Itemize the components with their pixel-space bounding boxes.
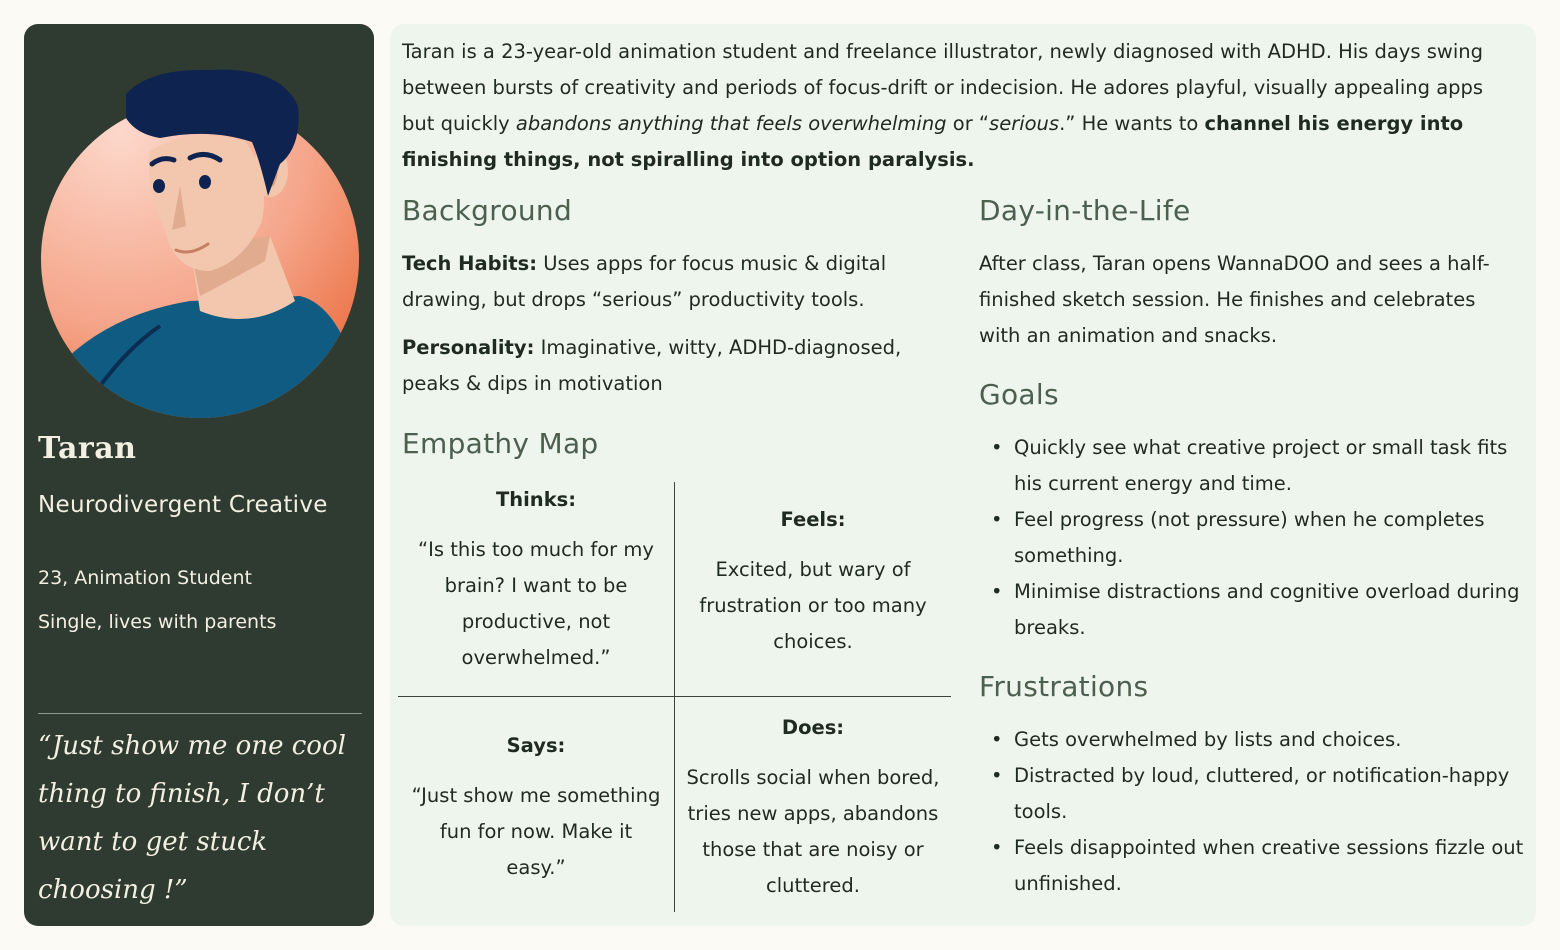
persona-intro — [402, 34, 1517, 178]
intro-text-2: or “ — [946, 112, 990, 135]
day-in-life-text: After class, Taran opens WannaDOO and sees a half-finished sketch session. He finishes and celebrates with an animation and snacks. — [979, 252, 1490, 347]
intro-emphasis: abandons anything that feels overwhelming — [515, 112, 947, 135]
empathy-says-title: Says: — [506, 734, 566, 757]
intro-text-1: Taran is a 23-year-old animation student and freelance illustrator, newly diagnosed with ADHD. His days swing between bursts of creativity and periods of focus-drift or indecision. He adores playful, visually appealing apps but quickly — [402, 40, 1484, 135]
persona-name: Taran — [38, 431, 137, 466]
empathy-does-text: Scrolls social when bored, tries new apps, abandons those that are noisy or cluttered. — [686, 766, 940, 897]
persona-meta — [38, 556, 276, 644]
empathy-feels — [675, 502, 951, 660]
empathy-feels-title: Feels: — [780, 508, 846, 531]
empathy-thinks-text: “Is this too much for my brain? I want to be productive, not overwhelmed.” — [418, 538, 654, 669]
goal-item: • Minimise distractions and cognitive overload during breaks. — [979, 574, 1524, 646]
intro-strong: channel his energy into finishing things, not spiralling into option paralysis. — [402, 112, 1464, 171]
sidebar-divider — [38, 713, 362, 714]
tech-habits-text: Uses apps for focus music & digital drawing, but drops “serious” productivity tools. — [402, 252, 887, 311]
empathy-thinks — [398, 482, 674, 676]
persona-avatar — [40, 46, 360, 421]
empathy-map-grid — [398, 482, 951, 912]
frustrations-heading: Frustrations — [979, 670, 1149, 703]
personality-text: Imaginative, witty, ADHD-diagnosed, peaks & dips in motivation — [402, 336, 902, 395]
frustrations-list — [979, 722, 1524, 902]
persona-role: Neurodivergent Creative — [38, 492, 328, 518]
personality — [402, 330, 947, 402]
frustration-item: • Gets overwhelmed by lists and choices. — [979, 722, 1524, 758]
empathy-says — [398, 728, 674, 886]
personality-label: Personality: — [402, 336, 535, 359]
empathy-grid-horizontal-line — [398, 696, 951, 697]
persona-main-panel — [390, 24, 1536, 926]
empathy-feels-text: Excited, but wary of frustration or too many choices. — [699, 558, 927, 653]
persona-sidebar — [24, 24, 374, 926]
empathy-says-text: “Just show me something fun for now. Make it easy.” — [411, 784, 661, 879]
frustration-item: • Distracted by loud, cluttered, or notification-happy tools. — [979, 758, 1524, 830]
goals-heading: Goals — [979, 378, 1059, 411]
tech-habits — [402, 246, 947, 318]
empathy-does-title: Does: — [781, 716, 845, 739]
persona-age-occupation: 23, Animation Student — [38, 567, 252, 589]
empathy-map-heading: Empathy Map — [402, 427, 599, 460]
day-in-life-heading: Day-in-the-Life — [979, 194, 1191, 227]
goal-item: • Quickly see what creative project or small task fits his current energy and time. — [979, 430, 1524, 502]
persona-living-situation: Single, lives with parents — [38, 611, 277, 633]
tech-habits-label: Tech Habits: — [402, 252, 538, 275]
persona-quote: “Just show me one cool thing to finish, I don’t want to get stuck choosing !” — [38, 731, 346, 905]
intro-emphasis-serious: serious — [989, 112, 1060, 135]
intro-text-3: .” He wants to — [1059, 112, 1205, 135]
empathy-thinks-title: Thinks: — [495, 488, 577, 511]
goal-item: • Feel progress (not pressure) when he completes something. — [979, 502, 1524, 574]
goals-list — [979, 430, 1524, 646]
empathy-does — [675, 710, 951, 904]
frustration-item: • Feels disappointed when creative sessions fizzle out unfinished. — [979, 830, 1524, 902]
background-heading: Background — [402, 194, 573, 227]
